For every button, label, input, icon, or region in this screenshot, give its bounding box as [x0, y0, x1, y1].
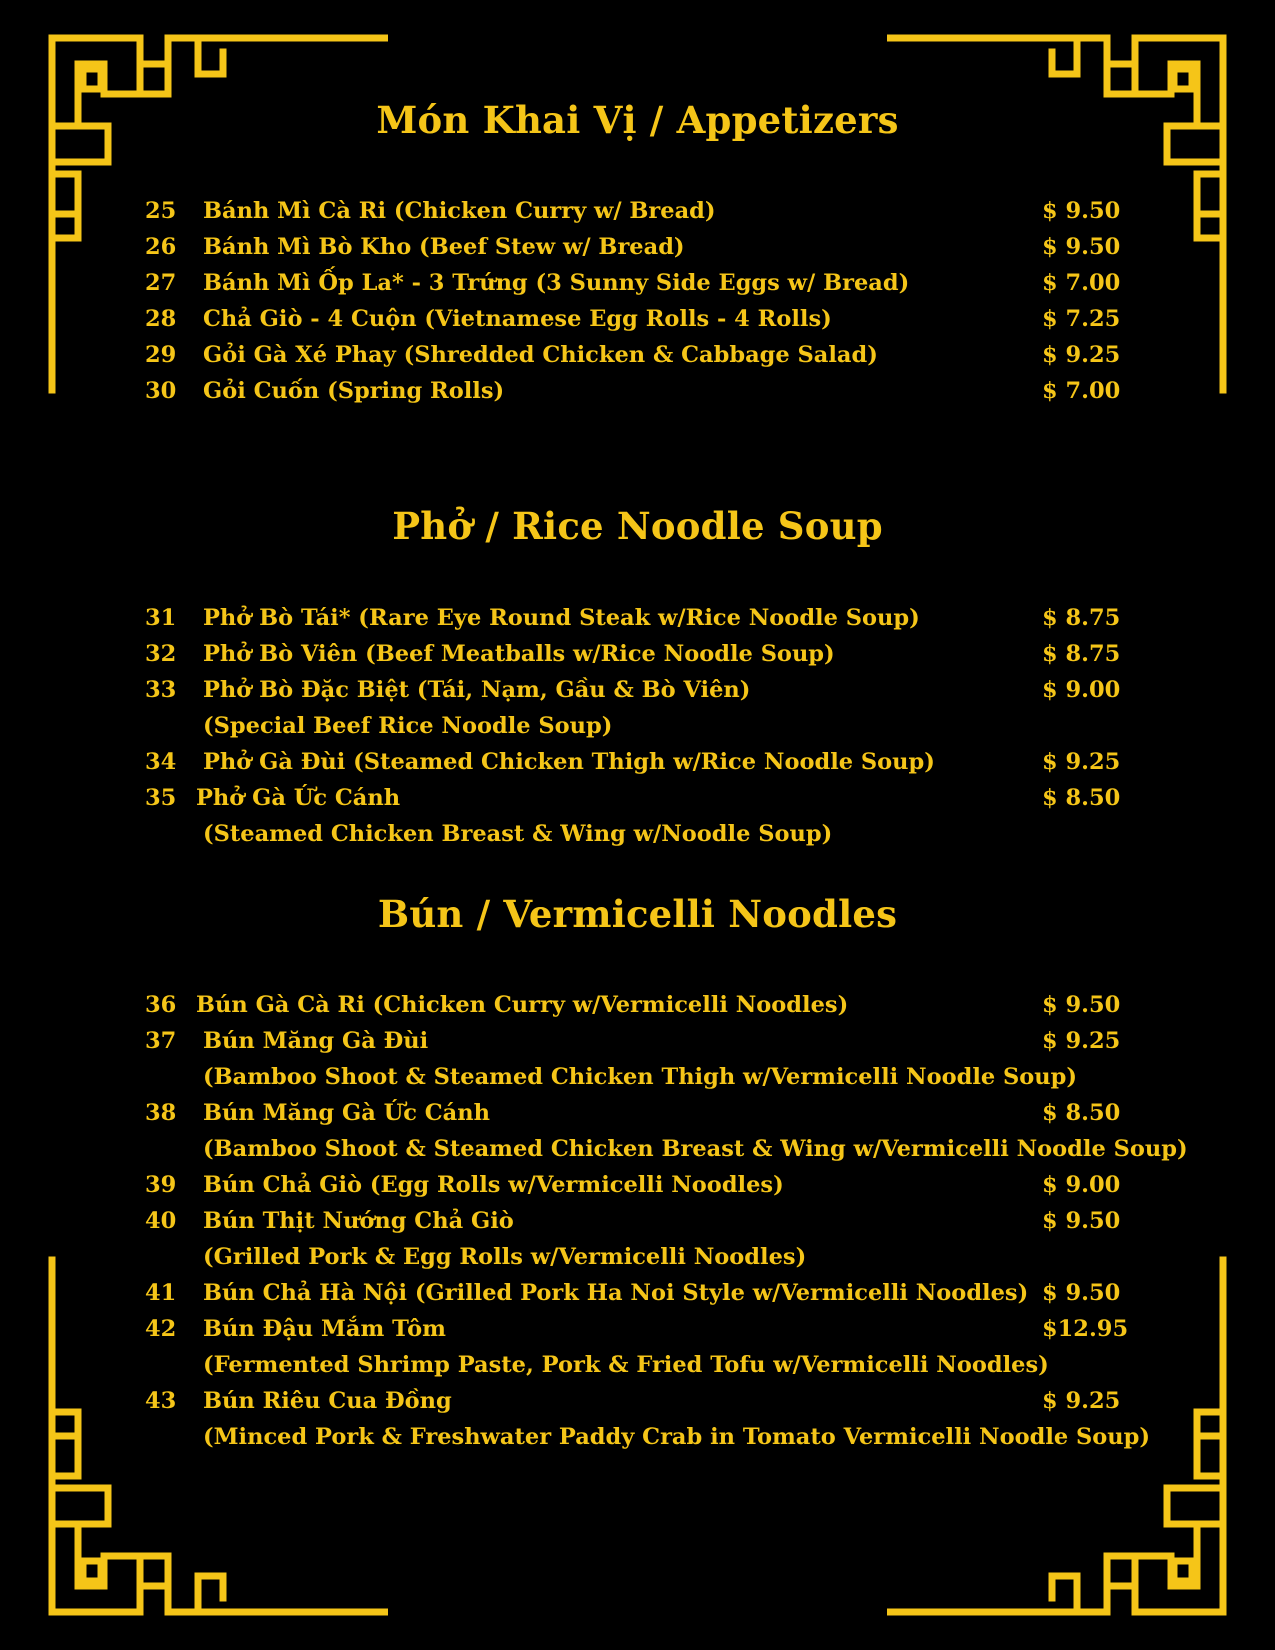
item-price: $ 7.25	[1042, 306, 1121, 332]
item-name: Bún Riêu Cua Đồng	[203, 1388, 452, 1414]
menu-item	[145, 600, 1185, 636]
menu-item	[145, 744, 1185, 780]
menu-item	[145, 193, 1185, 229]
item-price: $ 9.50	[1042, 1208, 1121, 1234]
section-title-bun: Bún / Vermicelli Noodles	[377, 892, 898, 936]
item-number: 27	[145, 270, 177, 296]
item-name: Bún Gà Cà Ri (Chicken Curry w/Vermicelli Noodles)	[196, 992, 849, 1018]
item-number: 35	[145, 785, 177, 811]
menu-item	[145, 265, 1185, 301]
item-name: Bánh Mì Bò Kho (Beef Stew w/ Bread)	[203, 234, 685, 260]
item-description: (Fermented Shrimp Paste, Pork & Fried Tofu w/Vermicelli Noodles)	[203, 1352, 1049, 1378]
item-number: 33	[145, 677, 177, 703]
item-name: Phở Gà Ức Cánh	[196, 785, 401, 811]
menu-item	[145, 1023, 1185, 1059]
item-number: 43	[145, 1388, 177, 1414]
item-price: $ 8.50	[1042, 785, 1121, 811]
item-price: $ 9.50	[1042, 198, 1121, 224]
item-number: 42	[145, 1316, 177, 1342]
item-price: $ 9.25	[1042, 1028, 1121, 1054]
item-name: Phở Gà Đùi (Steamed Chicken Thigh w/Rice Noodle Soup)	[203, 749, 935, 775]
item-name: Gỏi Cuốn (Spring Rolls)	[203, 378, 505, 404]
item-price: $ 7.00	[1042, 270, 1121, 296]
item-price: $12.95	[1042, 1316, 1129, 1342]
item-name: Bún Đậu Mắm Tôm	[203, 1316, 446, 1342]
item-number: 37	[145, 1028, 177, 1054]
item-price: $ 8.75	[1042, 641, 1121, 667]
menu-item	[145, 1383, 1185, 1419]
item-description: (Steamed Chicken Breast & Wing w/Noodle Soup)	[203, 821, 833, 847]
item-description: (Grilled Pork & Egg Rolls w/Vermicelli Noodles)	[203, 1244, 807, 1270]
menu-item	[145, 373, 1185, 409]
item-name: Chả Giò - 4 Cuộn (Vietnamese Egg Rolls - 4 Rolls)	[203, 306, 832, 332]
item-description: (Minced Pork & Freshwater Paddy Crab in Tomato Vermicelli Noodle Soup)	[203, 1424, 1151, 1450]
menu-item	[145, 1203, 1185, 1239]
menu-item	[145, 337, 1185, 373]
item-price: $ 8.75	[1042, 605, 1121, 631]
item-name: Phở Bò Viên (Beef Meatballs w/Rice Noodle Soup)	[203, 641, 835, 667]
menu-item	[145, 1167, 1185, 1203]
item-price: $ 9.00	[1042, 677, 1121, 703]
item-number: 34	[145, 749, 177, 775]
item-number: 31	[145, 605, 177, 631]
menu-item	[145, 987, 1185, 1023]
menu-list-bun	[145, 987, 1188, 1455]
item-price: $ 9.50	[1042, 992, 1121, 1018]
item-number: 36	[145, 992, 177, 1018]
menu-item	[145, 1311, 1185, 1347]
item-name: Phở Bò Đặc Biệt (Tái, Nạm, Gầu & Bò Viên)	[203, 677, 751, 703]
menu-item	[145, 229, 1185, 265]
item-price: $ 9.25	[1042, 749, 1121, 775]
item-number: 32	[145, 641, 177, 667]
menu-item	[145, 1275, 1185, 1311]
item-price: $ 9.25	[1042, 1388, 1121, 1414]
item-number: 40	[145, 1208, 177, 1234]
item-number: 26	[145, 234, 177, 260]
item-name: Bánh Mì Cà Ri (Chicken Curry w/ Bread)	[203, 198, 716, 224]
item-number: 29	[145, 342, 177, 368]
item-price: $ 7.00	[1042, 378, 1121, 404]
item-number: 41	[145, 1280, 177, 1306]
menu-item	[145, 672, 1185, 708]
item-number: 25	[145, 198, 177, 224]
item-price: $ 8.50	[1042, 1100, 1121, 1126]
menu-list-pho	[145, 600, 1185, 852]
item-number: 39	[145, 1172, 177, 1198]
item-number: 38	[145, 1100, 177, 1126]
menu-item	[145, 1095, 1185, 1131]
item-number: 28	[145, 306, 177, 332]
item-description: (Special Beef Rice Noodle Soup)	[203, 713, 613, 739]
item-name: Bún Thịt Nướng Chả Giò	[203, 1208, 514, 1234]
section-title-appetizers: Món Khai Vị / Appetizers	[376, 98, 899, 142]
item-number: 30	[145, 378, 177, 404]
item-name: Bánh Mì Ốp La* - 3 Trứng (3 Sunny Side Eggs w/ Bread)	[203, 270, 910, 296]
menu-item	[145, 301, 1185, 337]
item-description: (Bamboo Shoot & Steamed Chicken Thigh w/Vermicelli Noodle Soup)	[203, 1064, 1078, 1090]
item-price: $ 9.50	[1042, 234, 1121, 260]
menu-item	[145, 780, 1185, 816]
item-name: Bún Măng Gà Ức Cánh	[203, 1100, 490, 1126]
item-name: Bún Chả Giò (Egg Rolls w/Vermicelli Noodles)	[203, 1172, 784, 1198]
item-name: Bún Chả Hà Nội (Grilled Pork Ha Noi Style w/Vermicelli Noodles)	[203, 1280, 1029, 1306]
item-name: Bún Măng Gà Đùi	[203, 1028, 429, 1054]
menu-item	[145, 636, 1185, 672]
item-name: Gỏi Gà Xé Phay (Shredded Chicken & Cabbage Salad)	[203, 342, 878, 368]
item-price: $ 9.25	[1042, 342, 1121, 368]
item-name: Phở Bò Tái* (Rare Eye Round Steak w/Rice Noodle Soup)	[203, 605, 920, 631]
item-description: (Bamboo Shoot & Steamed Chicken Breast & Wing w/Vermicelli Noodle Soup)	[203, 1136, 1188, 1162]
section-title-pho: Phở / Rice Noodle Soup	[392, 504, 883, 548]
item-price: $ 9.00	[1042, 1172, 1121, 1198]
item-price: $ 9.50	[1042, 1280, 1121, 1306]
menu-list-appetizers	[145, 193, 1185, 409]
